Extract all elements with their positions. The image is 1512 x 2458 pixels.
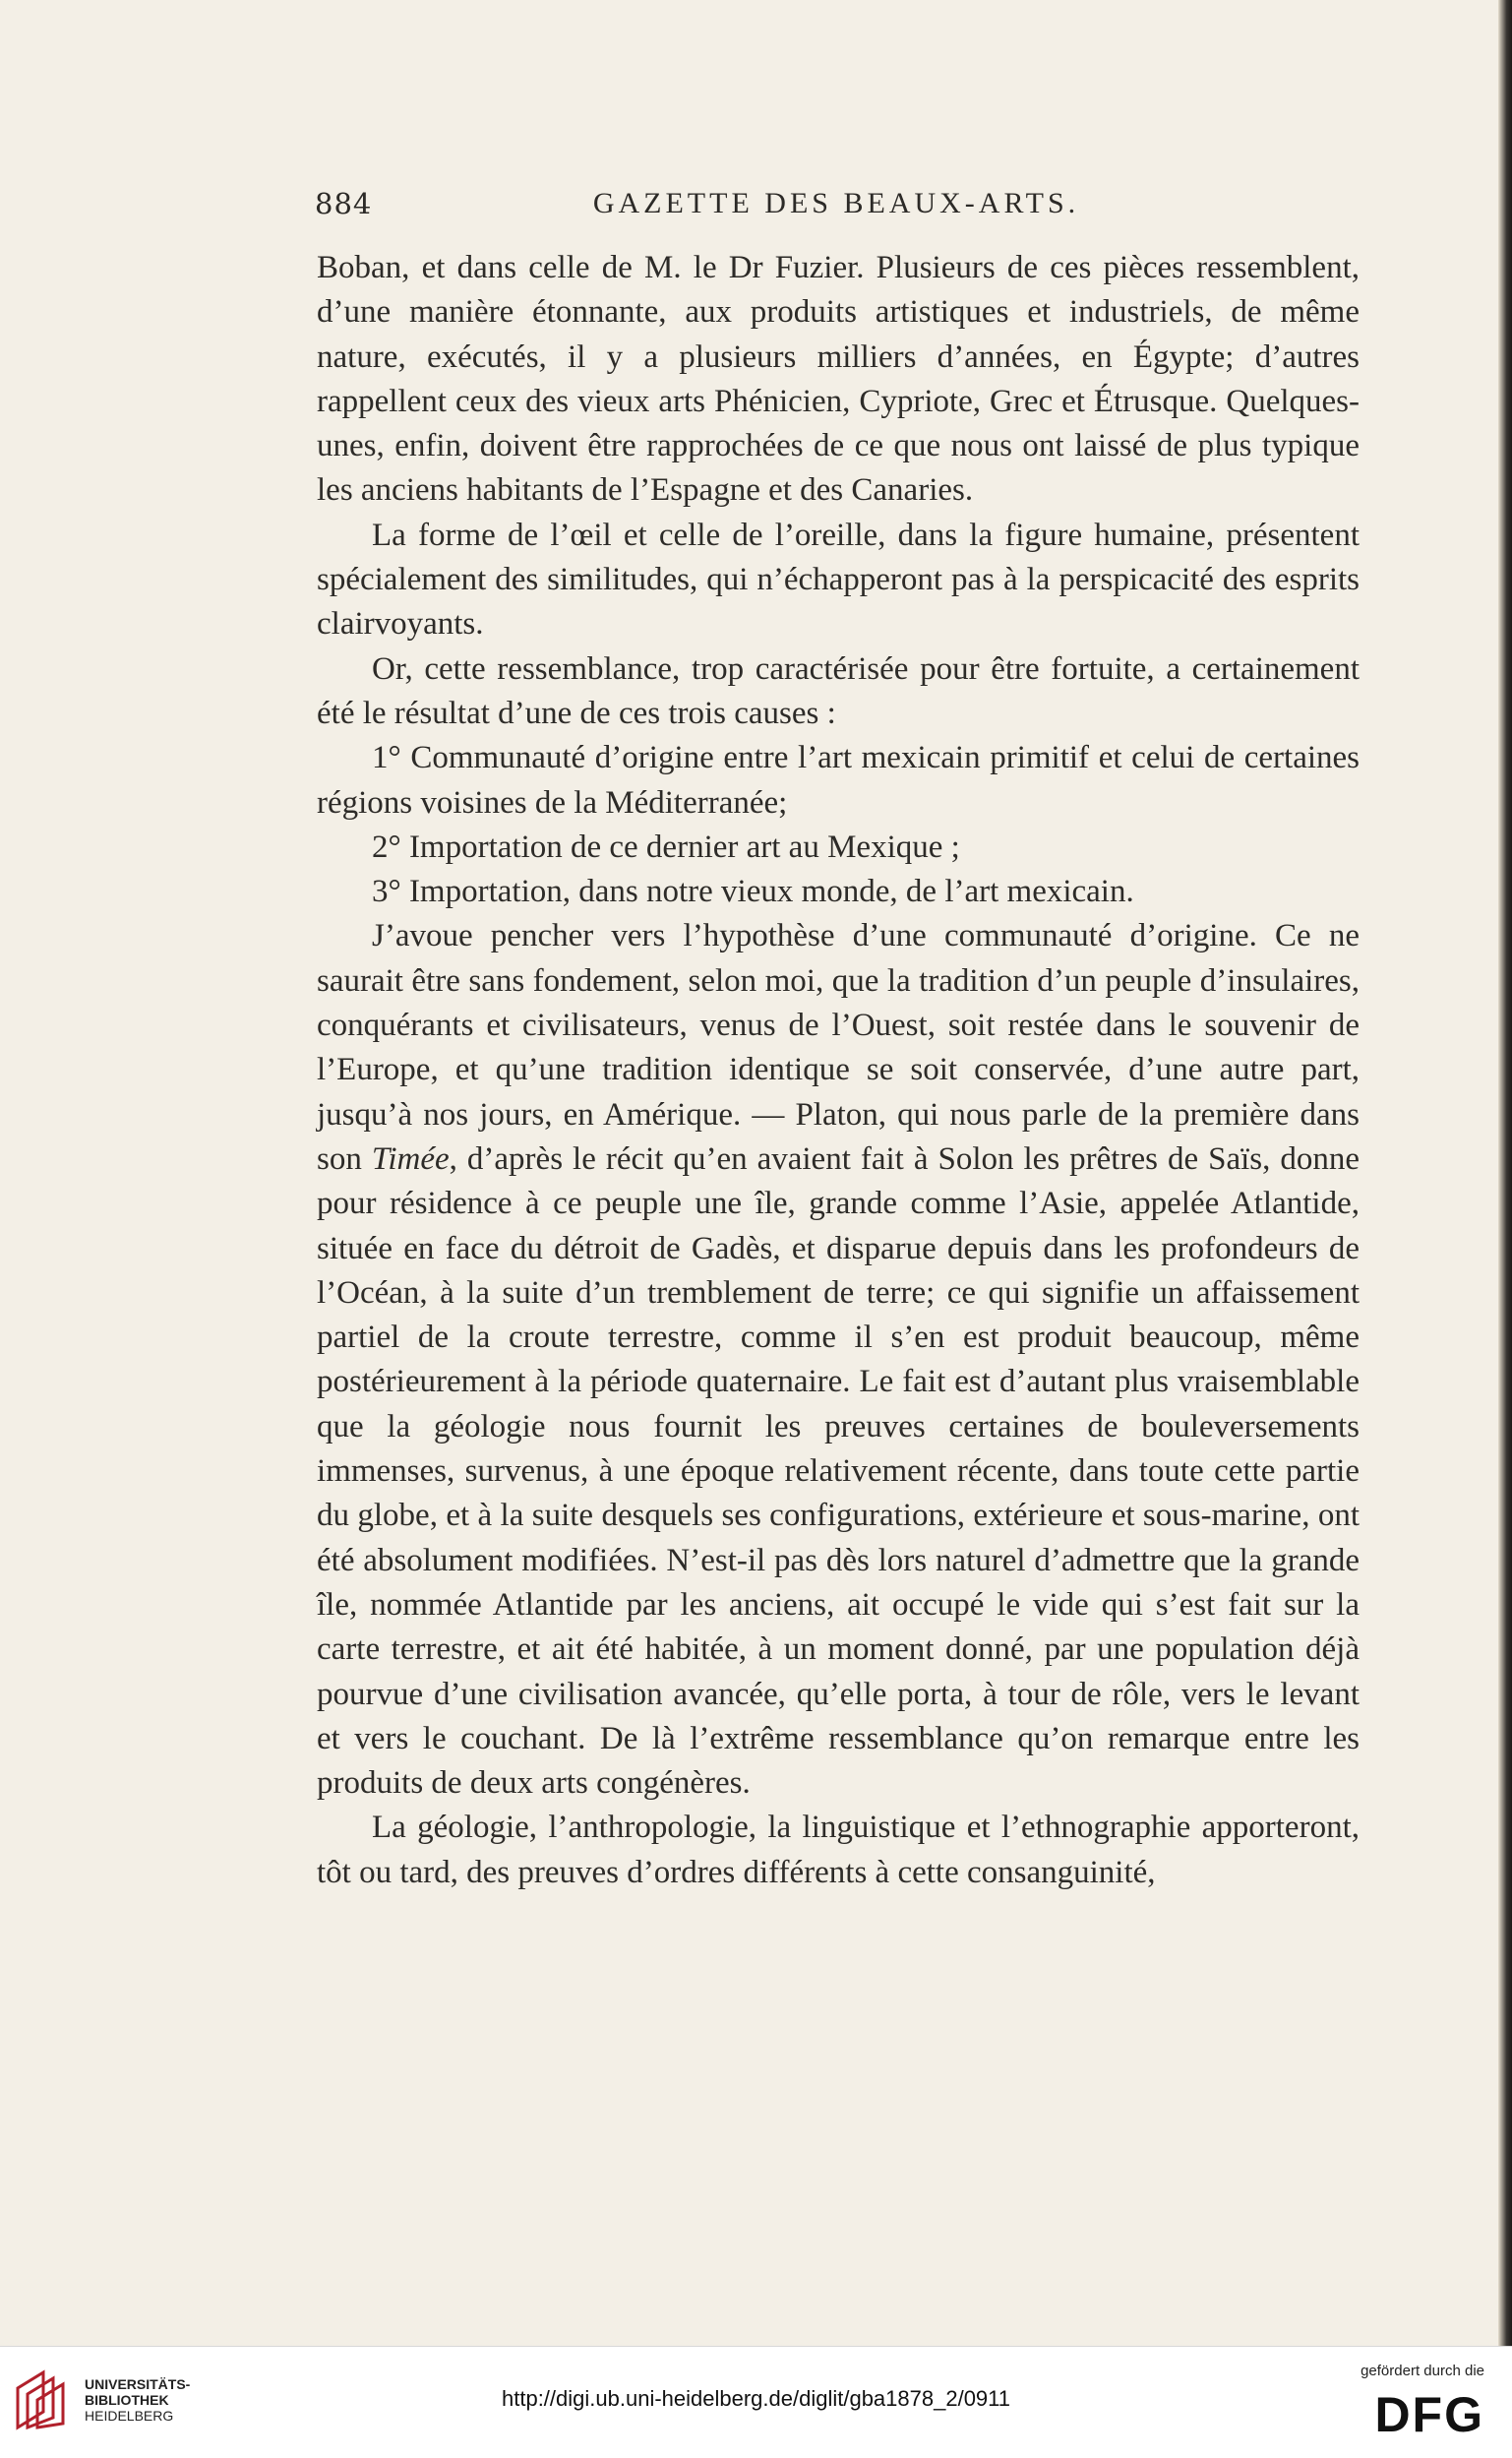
viewer-footer [0, 2346, 1512, 2458]
list-item-2: 2° Importation de ce dernier art au Mexique ; [372, 829, 960, 865]
running-head [315, 187, 1358, 230]
library-line-1: UNIVERSITÄTS- [85, 2376, 191, 2392]
article-text [317, 246, 1360, 1895]
paragraph-3: Or, cette ressemblance, trop caractérisée pour être fortuite, a certainement été le résultat d’une de ces trois causes : [317, 650, 1360, 731]
paragraph-2: La forme de l’œil et celle de l’oreille, dans la figure humaine, présentent spécialement des similitudes, qui n’échapperont pas à la perspicacité des esprits clairvoyants. [317, 517, 1360, 643]
list-item-1: 1° Communauté d’origine entre l’art mexicain primitif et celui de certaines régions voisines de la Méditerranée; [317, 740, 1360, 821]
paragraph-5: La géologie, l’anthropologie, la linguistique et l’ethnographie apporteront, tôt ou tard, des preuves d’ordres différents à cette consanguinité, [317, 1810, 1360, 1890]
book-title-timee: Timée [371, 1140, 450, 1177]
paragraph-1: Boban, et dans celle de M. le Dr Fuzier. Plusieurs de ces pièces ressemblent, d’une manière étonnante, aux produits artistiques et industriels, de même nature, exécutés, il y a plusieurs milliers d’années, en Égypte; d’autres rappellent ceux des vieux arts Phénicien, Cypriote, Grec et Étrusque. Quelques-unes, enfin, doivent être rapprochées de ce que nous ont laissé de plus typique les anciens habitants de l’Espagne et des Canaries. [317, 250, 1360, 509]
book-spine-edge [1498, 0, 1512, 2346]
paragraph-4-part-1: J’avoue pencher vers l’hypothèse d’une communauté d’origine. Ce ne saurait être sans fondement, selon moi, que la tradition d’un peuple d’insulaires, conquérants et civilisateurs, venus de l’Ouest, soit restée dans le souvenir de l’Europe, et qu’une tradition identique se soit conservée, d’une autre part, jusqu’à nos jours, en Amérique. — Platon, qui nous parle de la première dans son [317, 918, 1360, 1177]
library-line-2: BIBLIOTHEK [85, 2392, 169, 2408]
permalink-url[interactable]: http://digi.ub.uni-heidelberg.de/diglit/gba1878_2/0911 [502, 2386, 1010, 2411]
library-line-3: HEIDELBERG [85, 2408, 174, 2424]
paragraph-4-part-2: , d’après le récit qu’en avaient fait à Solon les prêtres de Saïs, donne pour résidence à ce peuple une île, grande comme l’Asie, appelée Atlantide, située en face du détroit de Gadès, et disparue depuis dans les profondeurs de l’Océan, à la suite d’un tremblement de terre; ce qui signifie un affaissement partiel de la croute terrestre, comme il s’en est produit beaucoup, même postérieurement à la période quaternaire. Le fait est d’autant plus vraisemblable que la géologie nous fournit les preuves certaines de bouleversements immenses, survenus, à une époque relativement récente, dans toute cette partie du globe, et à la suite desquels ses configurations, extérieure et sous-marine, ont été absolument modifiées. N’est-il pas dès lors naturel d’admettre que la grande île, nommée Atlantide par les anciens, ait occupé le vide qui s’est fait sur la carte terrestre, et ait été habitée, à un moment donné, par une population déjà pourvue d’une civilisation avancée, qu’elle porta, à tour de rôle, vers le levant et vers le couchant. De là l’extrême ressemblance qu’on remarque entre les produits de deux arts congénères. [317, 1140, 1360, 1802]
paragraph-4 [317, 914, 1360, 1806]
sponsor-caption: gefördert durch die [1361, 2363, 1484, 2379]
dfg-sponsor[interactable] [1337, 2363, 1484, 2445]
list-item-3: 3° Importation, dans notre vieux monde, de l’art mexicain. [372, 874, 1134, 910]
dfg-logo-icon: DFG [1374, 2387, 1484, 2442]
journal-title: GAZETTE DES BEAUX-ARTS. [592, 187, 1080, 219]
page-number: 884 [315, 187, 373, 220]
